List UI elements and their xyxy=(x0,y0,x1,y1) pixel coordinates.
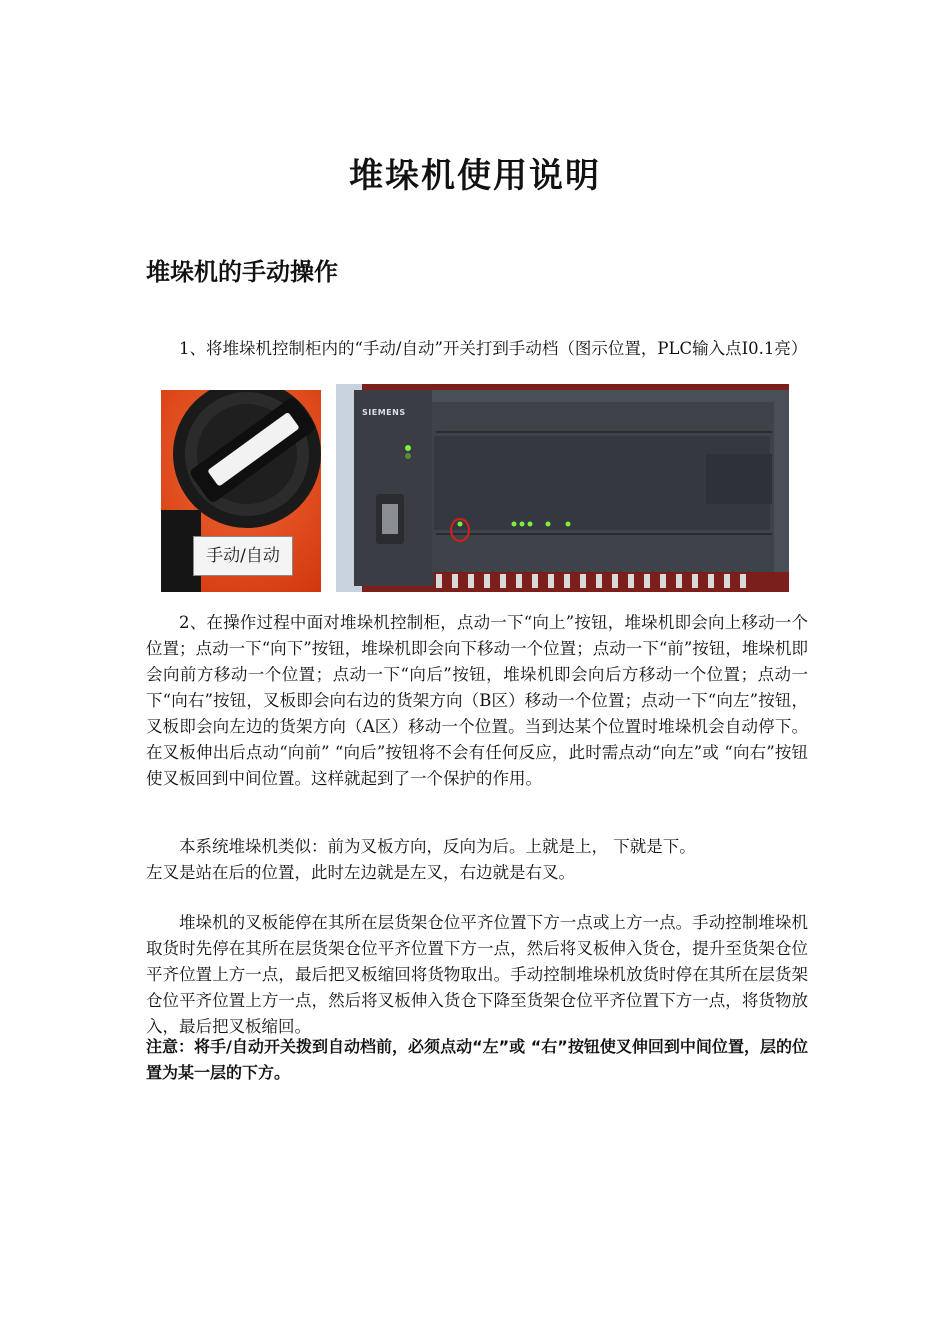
plc-brand-label: SIEMENS xyxy=(362,408,406,417)
paragraph-step-1: 1、将堆垛机控制柜内的“手动/自动”开关打到手动档（图示位置，PLC输入点I0.1亮） xyxy=(179,339,808,358)
switch-photo xyxy=(161,390,321,592)
paragraph-orientation-line-2: 左叉是站在后的位置，此时左边就是左叉，右边就是右叉。 xyxy=(146,863,575,882)
note-warning: 注意：将手/自动开关拨到自动档前，必须点动“左”或 “右”按钮使叉伸回到中间位置，层的位置为某一层的下方。 xyxy=(146,1037,808,1082)
paragraph-step-2: 2、在操作过程中面对堆垛机控制柜，点动一下“向上”按钮，堆垛机即会向上移动一个位置；点动一下“向下”按钮，堆垛机即会向下移动一个位置；点动一下“前”按钮，堆垛机即会向前方移动一个位置；点动一下“向后”按钮，堆垛机即会向后方移动一个位置；点动一下“向右”按钮，叉板即会向右边的货架方向（B区）移动一个位置；点动一下“向左”按钮，叉板即会向左边的货架方向（A区）移动一个位置。当到达某个位置时堆垛机会自动停下。在叉板伸出后点动“向前” “向后”按钮将不会有任何反应，此时需点动“向左”或 “向右”按钮使叉板回到中间位置。这样就起到了一个保护的作用。 xyxy=(146,613,808,788)
switch-label: 手动/自动 xyxy=(193,536,293,576)
paragraph-orientation-line-1: 本系统堆垛机类似：前为叉板方向，反向为后。上就是上， 下就是下。 xyxy=(179,837,696,856)
plc-photo xyxy=(336,384,789,592)
section-heading: 堆垛机的手动操作 xyxy=(146,257,338,286)
document-title: 堆垛机使用说明 xyxy=(349,156,601,196)
paragraph-fork-operation: 堆垛机的叉板能停在其所在层货架仓位平齐位置下方一点或上方一点。手动控制堆垛机取货时先停在其所在层货架仓位平齐位置下方一点，然后将叉板伸入货仓，提升至货架仓位平齐位置上方一点，最后把叉板缩回将货物取出。手动控制堆垛机放货时停在其所在层货架仓位平齐位置上方一点，然后将叉板伸入货仓下降至货架仓位平齐位置下方一点，将货物放入，最后把叉板缩回。 xyxy=(146,913,808,1036)
